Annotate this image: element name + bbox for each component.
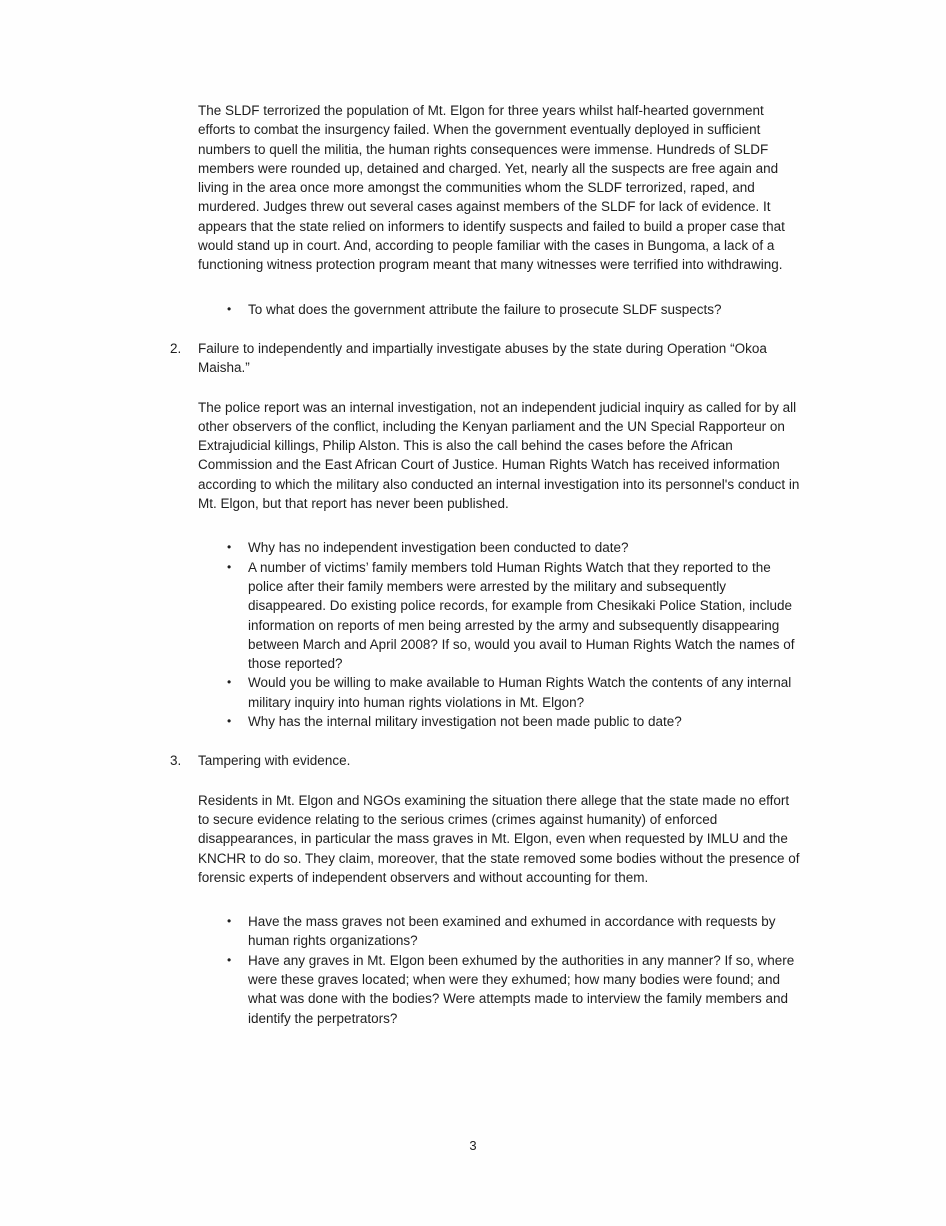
item-number: 3.	[170, 753, 182, 769]
bullet-icon: •	[227, 301, 232, 316]
numbered-item-2	[170, 339, 802, 378]
page-number: 3	[469, 1138, 477, 1153]
list-item	[198, 538, 802, 557]
bullet-text: Why has the internal military investigation not been made public to date?	[248, 714, 682, 730]
list-item	[198, 712, 802, 731]
item-text: Tampering with evidence.	[198, 753, 351, 769]
bullet-icon: •	[227, 559, 232, 574]
page-content	[170, 101, 802, 1028]
item-number: 2.	[170, 340, 182, 356]
bullet-list-section2	[198, 538, 802, 731]
bullet-list-section1	[198, 300, 802, 319]
paragraph-residents: Residents in Mt. Elgon and NGOs examining the situation there allege that the state made no effort to secure evidence relating to the serious crimes (crimes against humanity) of enforced disappearances, in particular the mass graves in Mt. Elgon, even when requested by IMLU and the KNCHR to do so. They claim, moreover, that the state removed some bodies without the presence of forensic experts of independent observers and without accounting for them.	[198, 792, 800, 885]
list-item	[198, 912, 802, 951]
list-item	[198, 673, 802, 712]
paragraph-police-report: The police report was an internal investigation, not an independent judicial inquiry as called for by all other observers of the conflict, including the Kenyan parliament and the UN Special Rapporteur on Extrajudicial killings, Philip Alston. This is also the call behind the cases before the African Commission and the East African Court of Justice. Human Rights Watch has received information according to which the military also conducted an internal investigation into its personnel's conduct in Mt. Elgon, but that report has never been published.	[198, 399, 800, 512]
bullet-text: Why has no independent investigation been conducted to date?	[248, 540, 629, 556]
bullet-text: Would you be willing to make available to Human Rights Watch the contents of any internal military inquiry into human rights violations in Mt. Elgon?	[248, 675, 792, 710]
list-item	[198, 558, 802, 674]
paragraph-sldf-terrorized: The SLDF terrorized the population of Mt. Elgon for three years whilst half-hearted government efforts to combat the insurgency failed. When the government eventually deployed in sufficient numbers to quell the militia, the human rights consequences were immense. Hundreds of SLDF members were rounded up, detained and charged. Yet, nearly all the suspects are free again and living in the area once more amongst the communities whom the SLDF terrorized, raped, and murdered. Judges threw out several cases against members of the SLDF for lack of evidence. It appears that the state relied on informers to identify suspects and failed to build a proper case that would stand up in court. And, according to people familiar with the cases in Bungoma, a lack of a functioning witness protection program meant that many witnesses were terrified into withdrawing.	[198, 103, 785, 273]
numbered-item-3	[170, 751, 802, 770]
bullet-icon: •	[227, 540, 232, 555]
bullet-text: Have the mass graves not been examined and exhumed in accordance with requests by human rights organizations?	[248, 914, 776, 949]
bullet-text: To what does the government attribute the failure to prosecute SLDF suspects?	[248, 301, 722, 317]
bullet-text: A number of victims’ family members told Human Rights Watch that they reported to the police after their family members were arrested by the military and subsequently disappeared. Do existing police records, for example from Chesikaki Police Station, include information on reports of men being arrested by the army and subsequently disappearing between March and April 2008? If so, would you avail to Human Rights Watch the names of those reported?	[248, 559, 795, 672]
bullet-icon: •	[227, 952, 232, 967]
item-text: Failure to independently and impartially investigate abuses by the state during Operation “Okoa Maisha.”	[198, 340, 767, 376]
bullet-icon: •	[227, 914, 232, 929]
bullet-list-section3	[198, 912, 802, 1028]
list-item	[198, 951, 802, 1028]
bullet-text: Have any graves in Mt. Elgon been exhumed by the authorities in any manner? If so, where were these graves located; when were they exhumed; how many bodies were found; and what was done with the bodies? Were attempts made to interview the family members and identify the perpetrators?	[248, 952, 795, 1026]
bullet-icon: •	[227, 675, 232, 690]
list-item	[198, 300, 802, 319]
page-footer	[0, 1136, 946, 1155]
bullet-icon: •	[227, 714, 232, 729]
